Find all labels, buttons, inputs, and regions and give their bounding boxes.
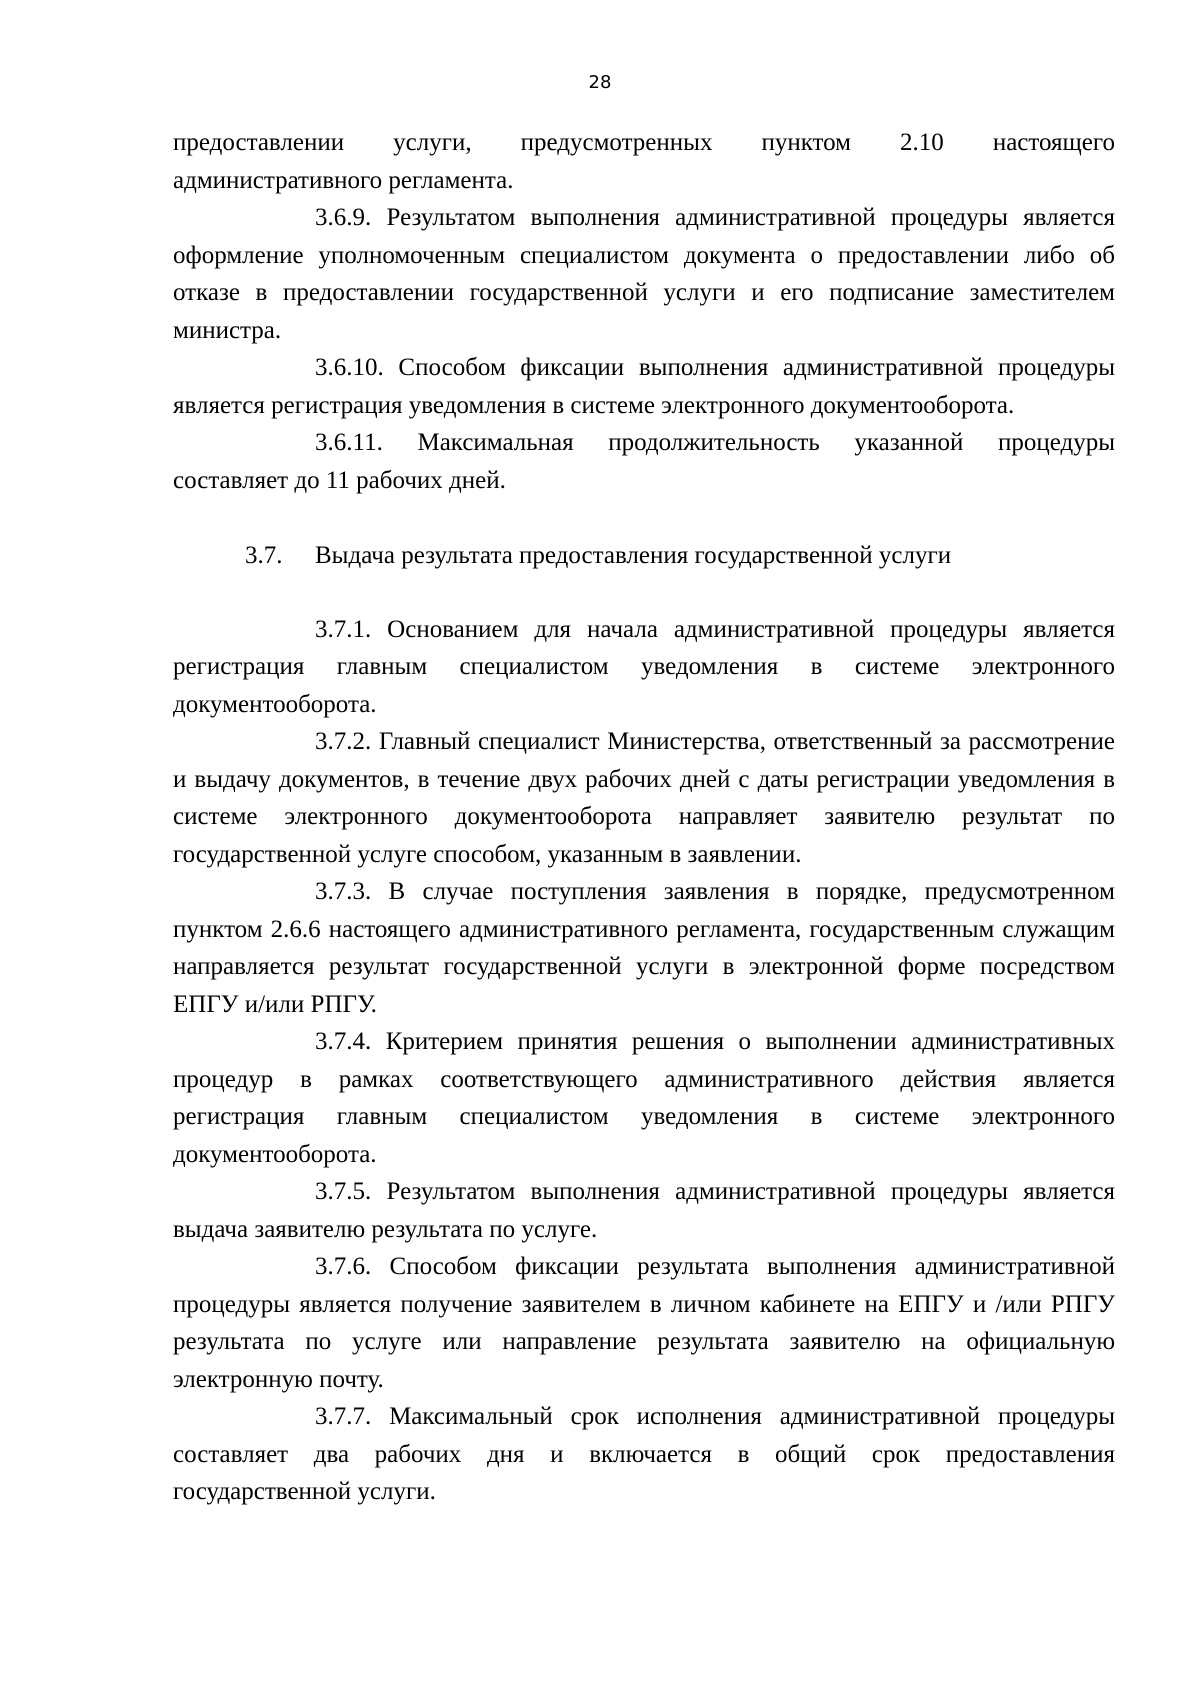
paragraph-number: 3.6.11. <box>315 429 383 456</box>
paragraph-3-7-7 <box>173 1398 1115 1511</box>
paragraph-number: 3.7.6. <box>315 1253 372 1280</box>
paragraph-number: 3.7.2. <box>315 728 372 755</box>
paragraph-3-6-11 <box>173 424 1115 499</box>
paragraph-text: Максимальная продолжительность указанной процедуры составляет до 11 рабочих дней. <box>173 429 1116 494</box>
paragraph-text: Критерием принятия решения о выполнении административных процедур в рамках соответствующего административного действия является регистрация главным специалистом уведомления в системе электронного документооборота. <box>173 1028 1115 1168</box>
paragraph-text: Максимальный срок исполнения административной процедуры составляет два рабочих дня и включается в общий срок предоставления государственной услуги. <box>173 1403 1116 1505</box>
paragraph-number: 3.6.9. <box>315 204 372 231</box>
paragraph-number: 3.7.1. <box>315 615 372 643</box>
paragraph-text: Результатом выполнения административной процедуры является оформление уполномоченным специалистом документа о предоставлении либо об отказе в предоставлении государственной услуги и его подписание заместителем министра. <box>173 204 1115 344</box>
paragraph-3-6-10 <box>173 349 1115 424</box>
page-number: 28 <box>588 72 612 93</box>
paragraph-3-7-6 <box>173 1248 1115 1398</box>
paragraph-text: Результатом выполнения административной процедуры является выдача заявителю результата по услуге. <box>173 1178 1115 1243</box>
paragraph-text: В случае поступления заявления в порядке, предусмотренном пунктом 2.6.6 настоящего административного регламента, государственным служащим направляется результат государственной услуги в электронной форме посредством ЕПГУ и/или РПГУ. <box>173 878 1116 1018</box>
paragraph-number: 3.7.7. <box>315 1403 372 1430</box>
paragraph-3-7-4 <box>173 1023 1115 1173</box>
paragraph-3-7-1 <box>173 611 1115 724</box>
paragraph-text: Способом фиксации результата выполнения административной процедуры является получение заявителем в личном кабинете на ЕПГУ и /или РПГУ результата по услуге или направление результата заявителю на официальную электронную почту. <box>173 1253 1115 1393</box>
paragraph-3-7-2 <box>173 723 1115 873</box>
paragraph-text: Главный специалист Министерства, ответственный за рассмотрение и выдачу документов, в течение двух рабочих дней с даты регистрации уведомления в системе электронного документооборота направляет заявителю результат по государственной услуге способом, указанным в заявлении. <box>173 728 1116 868</box>
paragraph-3-6-9 <box>173 199 1115 349</box>
section-heading <box>173 537 1115 575</box>
paragraph-text: предоставлении услуги, предусмотренных пунктом 2.10 настоящего административного регламента. <box>173 129 1115 194</box>
section-title: Выдача результата предоставления государственной услуги <box>315 542 952 569</box>
paragraph-3-7-5 <box>173 1173 1115 1248</box>
section-number: 3.7. <box>245 542 283 569</box>
paragraph-text: Основанием для начала административной процедуры является регистрация главным специалистом уведомления в системе электронного документооборота. <box>173 615 1115 718</box>
paragraph-number: 3.7.4. <box>315 1028 372 1055</box>
paragraph-continuation <box>173 124 1115 199</box>
paragraph-number: 3.7.5. <box>315 1178 372 1205</box>
paragraph-number: 3.7.3. <box>315 878 372 905</box>
paragraph-text: Способом фиксации выполнения административной процедуры является регистрация уведомления в системе электронного документооборота. <box>173 354 1115 419</box>
paragraph-3-7-3 <box>173 873 1115 1023</box>
paragraph-number: 3.6.10. <box>315 354 384 381</box>
document-body <box>173 124 1115 1511</box>
